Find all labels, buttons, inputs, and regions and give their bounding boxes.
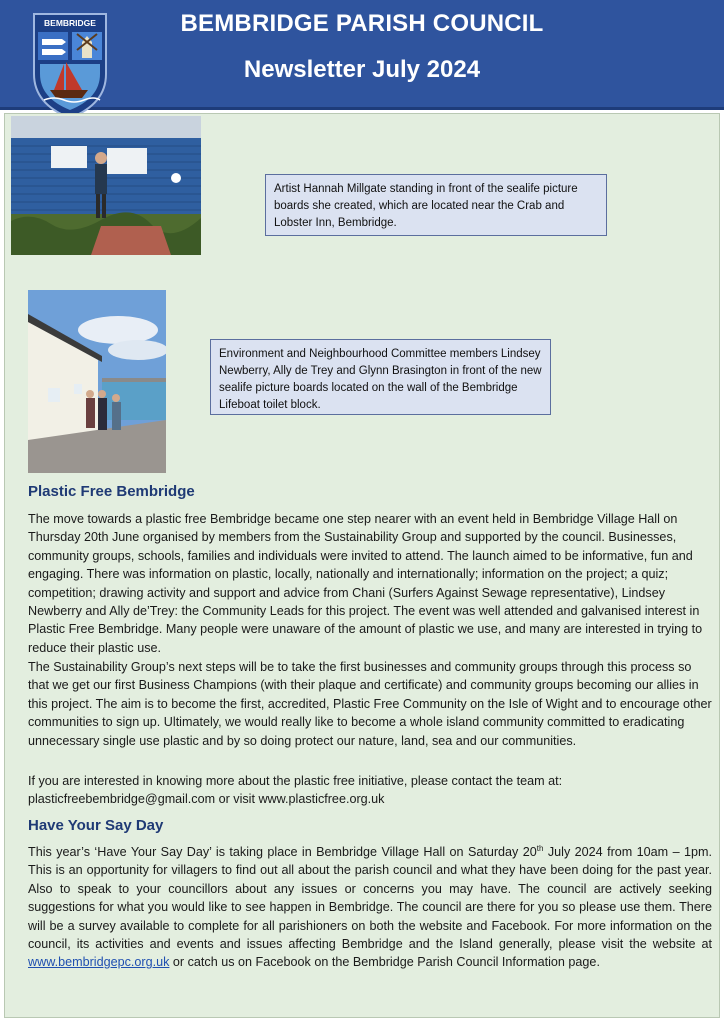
crest-text: BEMBRIDGE [44, 18, 96, 28]
plastic-free-paragraph-2: The Sustainability Group’s next steps will be to take the first businesses and community groups through this process so that we get our first Business Champions (with their plaque and certificate) and community groups becoming our allies in this project. The aim is to become the first, accredited, Plastic Free Community on the Isle of Wight and to encourage other communities to sign up. Ultimately, we would really like to become a whole island community committed to eradicating unnecessary single use plastic and by so doing protect our nature, land, sea and our communities. [28, 660, 712, 748]
plastic-free-paragraph-1: The move towards a plastic free Bembridge became one step nearer with an event held in Bembridge Village Hall on Thursday 20th June organised by members from the Sustainability Group and supported by the council. Businesses, community groups, schools, families and individuals were invited to attend. The launch aimed to be informative, fun and engaging. There was information on plastic, locally, nationally and internationally; information on the project; a quiz; competition; drawing activity and support and advice from Chani (Surfers Against Sewage representative), Lindsey Newberry and Ally de’Trey: the Community Leads for this project. The event was well attended and galvanised interest in Plastic Free Bembridge. Many people were unaware of the amount of plastic we use, and many are interested in trying to reduce their plastic use. [28, 512, 703, 655]
have-your-say-text-start: This year’s ‘Have Your Say Day’ is taking place in Bembridge Village Hall on Saturday 20 [28, 845, 537, 859]
have-your-say-text-middle: July 2024 from 10am – 1pm. This is an opportunity for villagers to find out all about the parish council and what they have been doing for the past year. Also to speak to your councillors about any issues or concerns you may have. The council are actively seeking suggestions for what you would like to see happen in Bembridge. The council are there for you so please use them. There will be a survey available to complete for all parishioners on both the website and Facebook. For more information on the council, its activities and events and issues affecting Bembridge and the Island generally, please visit the website at [28, 845, 712, 952]
website-link[interactable]: www.bembridgepc.org.uk [28, 955, 170, 970]
date-suffix: th [536, 843, 544, 853]
artist-photo [11, 116, 201, 255]
newsletter-header [0, 0, 724, 110]
plastic-free-heading: Plastic Free Bembridge [28, 483, 195, 500]
have-your-say-paragraph [28, 843, 712, 972]
photo-caption-artist: Artist Hannah Millgate standing in front of the sealife picture boards she created, which are located near the Crab and Lobster Inn, Bembridge. [265, 174, 607, 236]
plastic-free-paragraph-3: If you are interested in knowing more about the plastic free initiative, please contact the team at: plasticfreebembridge@gmail.com or visit www.plasticfree.org.uk [28, 774, 563, 807]
photo-caption-committee: Environment and Neighbourhood Committee members Lindsey Newberry, Ally de Trey and Glynn Brasington in front of the new sealife picture boards located on the wall of the Bembridge Lifeboat toilet block. [210, 339, 551, 415]
have-your-say-heading: Have Your Say Day [28, 817, 164, 834]
newsletter-subtitle: Newsletter July 2024 [243, 56, 481, 83]
committee-photo [28, 290, 166, 473]
have-your-say-text-end: or catch us on Facebook on the Bembridge Parish Council Information page. [169, 955, 600, 970]
council-title: BEMBRIDGE PARISH COUNCIL [180, 10, 544, 37]
